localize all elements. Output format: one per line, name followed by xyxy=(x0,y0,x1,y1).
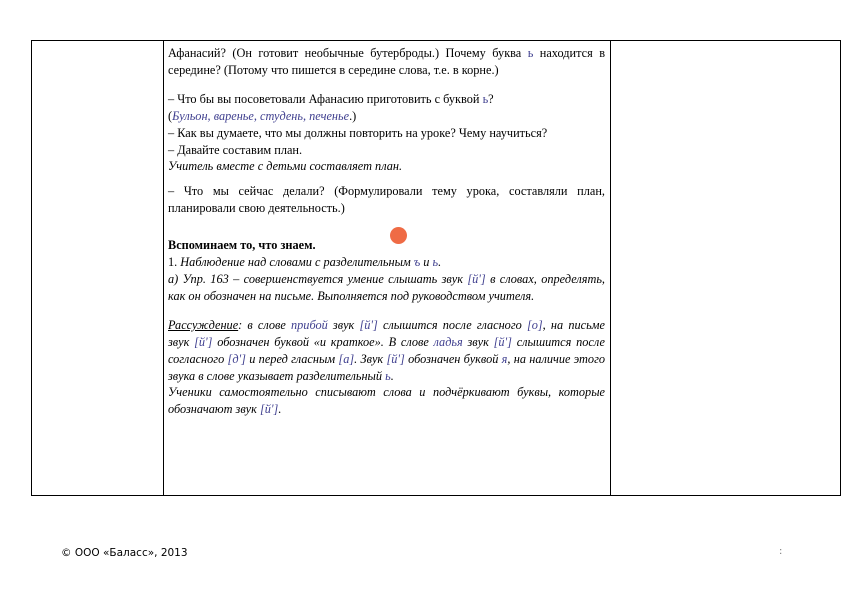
item-exercise: а) Упр. 163 – совершенствуется умение слышать звук [й'] в словах, определять, как он обозначен на письме. Выполняется под руководством учителя. xyxy=(168,271,605,303)
column-divider-left xyxy=(163,41,164,495)
paragraph-afanasiy: Афанасий? (Он готовит необычные бутерброды.) Почему буква ь находится в середине? (Потому что пишется в середине слова, т.е. в корне.) xyxy=(168,46,605,77)
orange-dot-marker xyxy=(390,227,407,244)
example-words: Бульон, варенье, студень, печенье xyxy=(172,108,350,123)
lesson-table xyxy=(31,40,841,496)
teacher-note: Учитель вместе с детьми составляет план. xyxy=(168,159,403,174)
footer-copyright: © ООО «Баласс», 2013 xyxy=(61,547,188,559)
reasoning-label: Рассуждение xyxy=(168,317,239,332)
section-heading: Вспоминаем то, что знаем. xyxy=(168,238,316,253)
letter-soft-sign: ь xyxy=(527,46,534,60)
letter-soft-sign: ь xyxy=(482,91,489,106)
question-what-did: – Что мы сейчас делали? (Формулировали тему урока, составляли план, планировали свою деятельность.) xyxy=(168,184,605,216)
column-divider-right xyxy=(610,41,611,495)
final-instruction: Ученики самостоятельно списывают слова и подчёркивают буквы, которые обозначают звук [й']. xyxy=(168,385,605,417)
instruction-plan: – Давайте составим план. xyxy=(168,142,303,157)
answer-words: (Бульон, варенье, студень, печенье.) xyxy=(168,108,357,123)
lesson-content-cell xyxy=(168,45,605,418)
item-observation: 1. Наблюдение над словами с разделительным ъ и ь. xyxy=(168,255,442,270)
question-repeat: – Как вы думаете, что мы должны повторить на уроке? Чему научиться? xyxy=(168,125,548,140)
reasoning-paragraph: Рассуждение: в слове прибой звук [й'] слышится после гласного [о], на письме звук [й'] обозначен буквой «и краткое». В слове ладья звук [й'] слышится после согласного [д'] и перед гласным [а]. Звук [й'] обозначен буквой я, на наличие этого звука в слове указывает разделительный ь. xyxy=(168,317,606,383)
page-mark: : xyxy=(779,546,783,557)
question-advice: – Что бы вы посоветовали Афанасию приготовить с буквой ь? xyxy=(168,91,494,106)
